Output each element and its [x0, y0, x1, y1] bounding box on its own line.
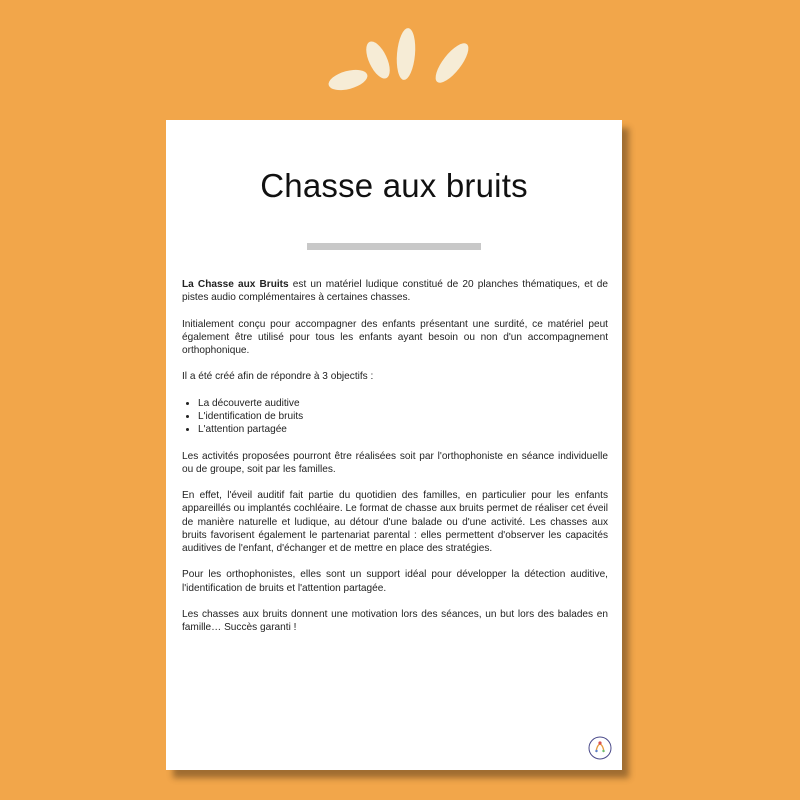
intro-bold: La Chasse aux Bruits [182, 279, 289, 290]
title-divider [307, 243, 481, 250]
paragraph-objectives-intro: Il a été créé afin de répondre à 3 objectifs : [182, 371, 374, 383]
paragraph-activities: Les activités proposées pourront être réalisées soit par l'orthophoniste en séance individuelle ou de groupe, soit par les familles. [182, 450, 608, 475]
objectives-list [182, 397, 608, 437]
paragraph-orthophonists: Pour les orthophonistes, elles sont un support idéal pour développer la détection auditive, l'identification de bruits et l'attention partagée. [182, 569, 608, 594]
sparkle-rays-icon [320, 18, 490, 98]
page-title: Chasse aux bruits [260, 167, 528, 204]
brand-logo-icon [588, 736, 612, 760]
paragraph-conclusion: Les chasses aux bruits donnent une motivation lors des séances, un but lors des balades en famille… Succès garanti ! [182, 608, 608, 634]
intro-text: est un matériel ludique constitué de 20 planches thématiques, et de pistes audio complémentaires à certaines chasses. [182, 279, 608, 304]
list-item: • L'identification de bruits [198, 410, 608, 423]
document-body [182, 278, 608, 648]
list-item: • La découverte auditive [198, 397, 608, 410]
list-item: • L'attention partagée [198, 423, 608, 436]
intro-paragraph [182, 278, 608, 304]
paragraph-families: En effet, l'éveil auditif fait partie du quotidien des familles, en particulier pour les enfants appareillés ou implantés cochléaire. Le format de chasse aux bruits permet de réaliser cet éveil de manière naturelle et ludique, au détour d'une balade ou d'une activité. Les chasses aux bruits favorisent également le partenariat parental : elles permettent d'observer les capacités auditives de l'enfant, d'échanger et de mettre en place des stratégies. [182, 490, 608, 554]
document-page [166, 120, 622, 770]
paragraph-origin: Initialement conçu pour accompagner des enfants présentant une surdité, ce matériel peut également être utilisé pour tous les enfants ayant besoin ou non d'un accompagnement orthophonique. [182, 318, 608, 356]
